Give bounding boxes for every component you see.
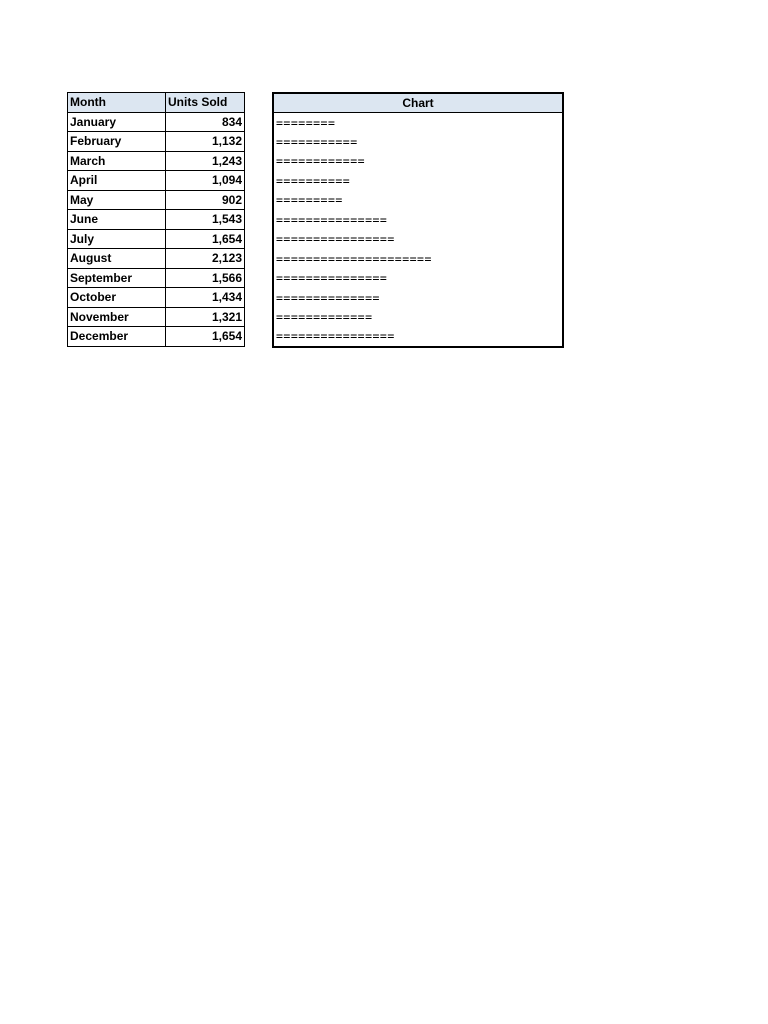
month-cell: August <box>68 249 166 269</box>
units-sold-cell: 902 <box>166 190 245 210</box>
table-row <box>68 288 245 308</box>
chart-bar: ========== <box>276 173 351 188</box>
chart-row <box>273 171 563 191</box>
table-row <box>68 132 245 152</box>
chart-bar: ======== <box>276 115 336 130</box>
chart-title: Chart <box>273 93 563 113</box>
chart-bar: ============= <box>276 310 373 325</box>
chart-bar: =========== <box>276 134 358 149</box>
units-sold-cell: 2,123 <box>166 249 245 269</box>
chart-row <box>273 191 563 211</box>
chart-bar: ============== <box>276 290 380 305</box>
month-cell: October <box>68 288 166 308</box>
month-column-header: Month <box>68 93 166 113</box>
table-row <box>68 190 245 210</box>
chart-row <box>273 327 563 347</box>
month-cell: February <box>68 132 166 152</box>
table-row <box>68 307 245 327</box>
text-bar-chart <box>272 92 564 348</box>
units-sold-cell: 1,132 <box>166 132 245 152</box>
chart-row <box>273 230 563 250</box>
table-row <box>68 210 245 230</box>
units-sold-cell: 1,434 <box>166 288 245 308</box>
month-cell: November <box>68 307 166 327</box>
table-row <box>68 249 245 269</box>
table-row <box>68 229 245 249</box>
chart-bar: ================ <box>276 232 395 247</box>
units-sold-cell: 1,243 <box>166 151 245 171</box>
units-sold-cell: 1,566 <box>166 268 245 288</box>
table-row <box>68 327 245 347</box>
units-sold-cell: 1,094 <box>166 171 245 191</box>
chart-row <box>273 113 563 133</box>
chart-row <box>273 269 563 289</box>
chart-row <box>273 249 563 269</box>
month-cell: April <box>68 171 166 191</box>
chart-row <box>273 152 563 172</box>
chart-header-row <box>273 93 563 113</box>
units-sold-cell: 1,543 <box>166 210 245 230</box>
chart-bar: =============== <box>276 271 388 286</box>
units-sold-cell: 834 <box>166 112 245 132</box>
units-sold-cell: 1,654 <box>166 327 245 347</box>
table-row <box>68 268 245 288</box>
table-header-row <box>68 93 245 113</box>
chart-row <box>273 288 563 308</box>
month-cell: July <box>68 229 166 249</box>
month-cell: December <box>68 327 166 347</box>
chart-bar: ============ <box>276 154 366 169</box>
table-body <box>68 112 245 346</box>
month-cell: June <box>68 210 166 230</box>
units-sold-cell: 1,321 <box>166 307 245 327</box>
table-row <box>68 171 245 191</box>
month-cell: May <box>68 190 166 210</box>
units-sold-cell: 1,654 <box>166 229 245 249</box>
month-cell: September <box>68 268 166 288</box>
month-cell: January <box>68 112 166 132</box>
chart-bar: ========= <box>276 193 343 208</box>
month-cell: March <box>68 151 166 171</box>
chart-bar: =============== <box>276 212 388 227</box>
chart-body <box>273 113 563 347</box>
units-sold-column-header: Units Sold <box>166 93 245 113</box>
chart-bar: ================ <box>276 329 395 344</box>
units-sold-table <box>67 92 245 347</box>
table-row <box>68 151 245 171</box>
chart-row <box>273 308 563 328</box>
chart-row <box>273 210 563 230</box>
chart-bar: ===================== <box>276 251 432 266</box>
table-row <box>68 112 245 132</box>
chart-row <box>273 132 563 152</box>
